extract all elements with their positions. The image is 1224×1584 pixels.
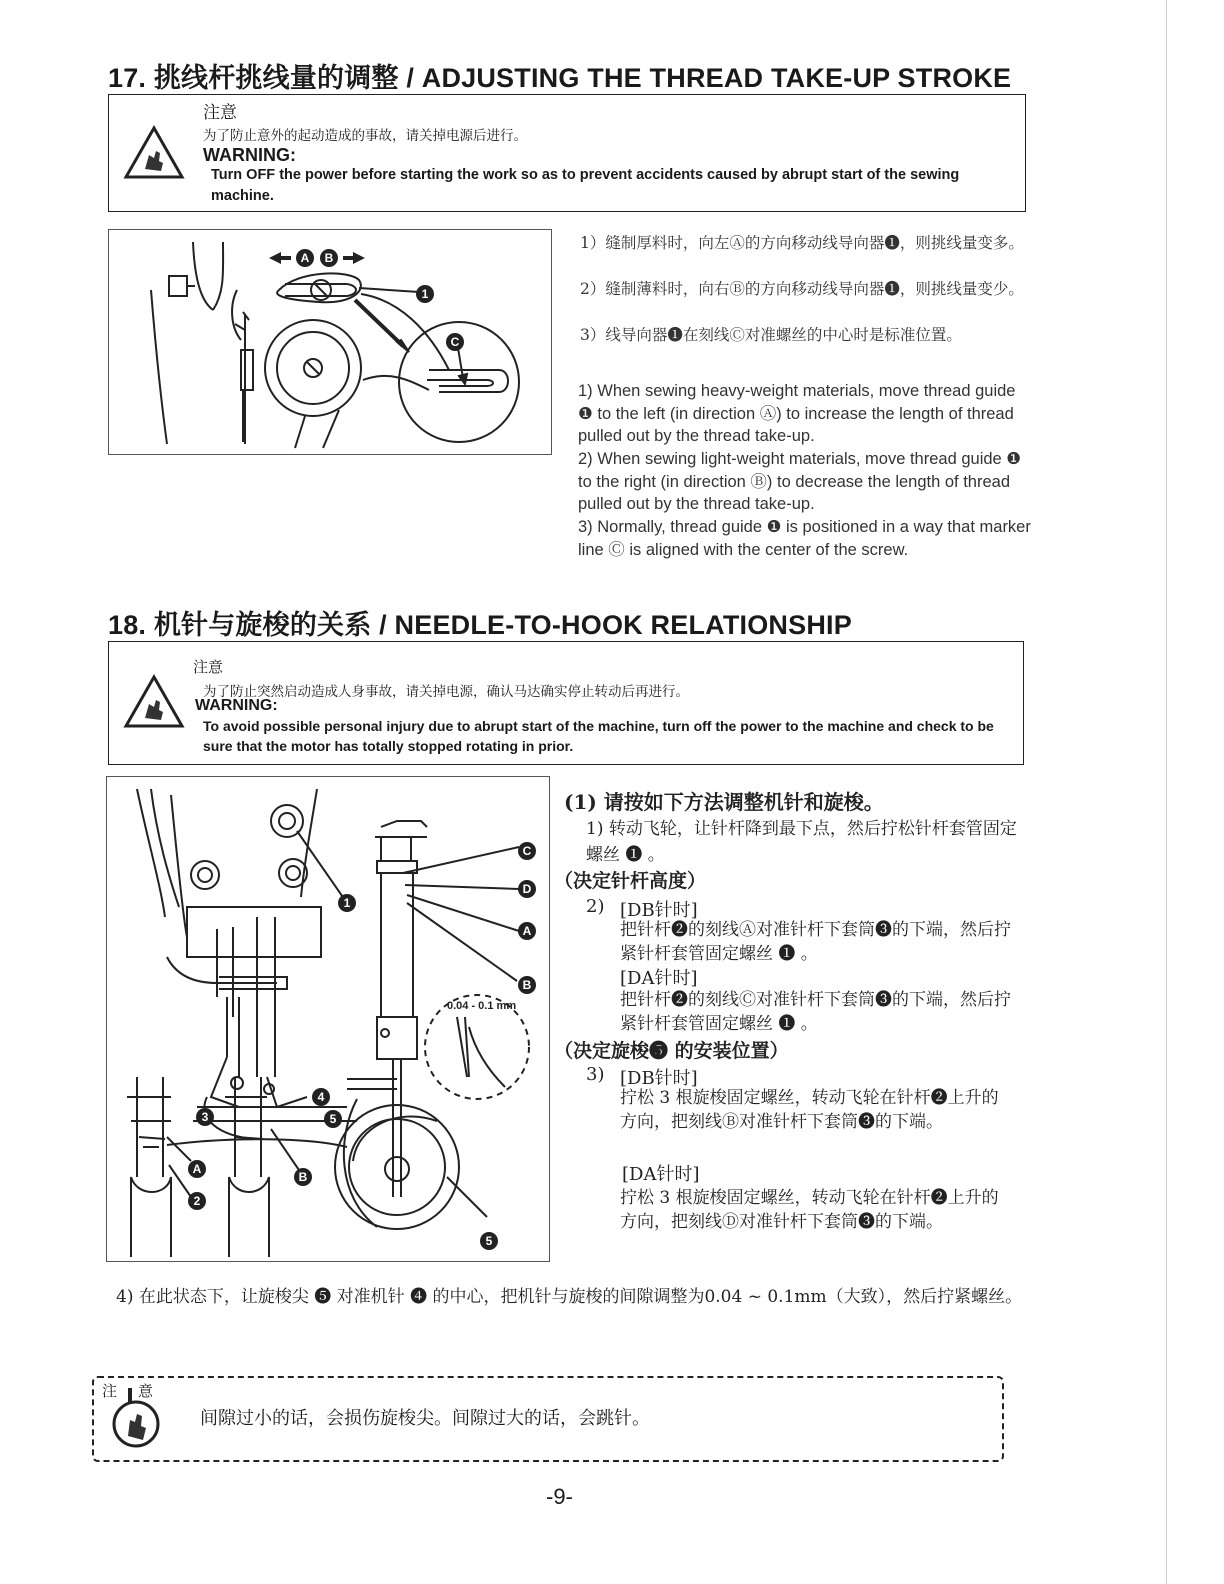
label-a [296, 249, 314, 267]
svg-text:B: B [522, 978, 532, 992]
thread-guide-diagram [109, 230, 551, 454]
subtitle-adjust: (1) 请按如下方法调整机针和旋梭。 [564, 790, 884, 814]
svg-text:5: 5 [485, 1234, 493, 1248]
step-3-da: 拧松 3 根旋梭固定螺丝，转动飞轮在针杆❷上升的方向，把刻线Ⓓ对准针杆下套筒❸的下端。 [620, 1188, 999, 1232]
warning-hand-icon [123, 674, 185, 730]
section-18-warning-box [108, 641, 1024, 765]
warning-en-head: WARNING: [195, 697, 278, 714]
caution-label-right: 意 [138, 1382, 154, 1400]
label-c [518, 842, 536, 860]
label-a [518, 922, 536, 940]
figure-thread-guide [108, 229, 552, 455]
step-3-db: 拧松 3 根旋梭固定螺丝，转动飞轮在针杆❷上升的方向，把刻线Ⓑ对准针杆下套筒❸的下端。 [620, 1088, 999, 1132]
warning-en-text: To avoid possible personal injury due to abrupt start of the machine, turn off the power to the machine and check to be sure that the motor has totally stopped rotating in prior. [203, 718, 994, 754]
svg-text:B: B [298, 1170, 308, 1184]
label-2 [188, 1192, 206, 1210]
step-1: 1) 转动飞轮，让针杆降到最下点，然后拧松针杆套管固定螺丝 ❶ 。 [586, 819, 1017, 865]
db-label-2: [DB针时] [620, 900, 698, 921]
da-label-3: [DA针时] [622, 1164, 700, 1185]
label-d [518, 880, 536, 898]
section-17-warning-box [108, 94, 1026, 212]
step-2-number: 2) [586, 896, 605, 917]
svg-text:B: B [324, 251, 334, 265]
caution-box [92, 1376, 1004, 1462]
label-5-hook [480, 1232, 498, 1250]
label-b [320, 249, 338, 267]
section-18-title: 18. 机针与旋梭的关系 / NEEDLE-TO-HOOK RELATIONSHIP [108, 610, 852, 640]
warning-zh-text: 为了防止突然启动造成人身事故，请关掉电源，确认马达确实停止转动后再进行。 [203, 684, 689, 700]
step-2-db: 把针杆❷的刻线Ⓐ对准针杆下套筒❸的下端，然后拧紧针杆套管固定螺丝 ❶ 。 [620, 920, 1011, 964]
label-a-left [188, 1160, 206, 1178]
section-17-title: 17. 挑线杆挑线量的调整 / ADJUSTING THE THREAD TAKE-UP STROKE [108, 63, 1012, 93]
en-step-3: 3) Normally, thread guide ❶ is positioned in a way that marker line Ⓒ is aligned with the center of the screw. [578, 518, 1031, 559]
svg-text:A: A [300, 251, 310, 265]
label-1 [416, 285, 434, 303]
svg-text:C: C [450, 335, 460, 349]
svg-text:5: 5 [329, 1112, 337, 1126]
svg-text:4: 4 [317, 1090, 325, 1104]
warning-zh-head: 注意 [193, 658, 224, 676]
svg-text:3: 3 [201, 1110, 209, 1124]
page-number: -9- [546, 1484, 573, 1509]
caution-text: 间隙过小的话，会损伤旋梭尖。间隙过大的话，会跳针。 [200, 1408, 650, 1429]
warning-en-text: Turn OFF the power before starting the work so as to prevent accidents caused by abrupt start of the sewing machine. [211, 167, 960, 204]
warning-zh-head: 注意 [203, 103, 237, 123]
svg-text:1: 1 [421, 287, 429, 301]
gap-label: 0.04 - 0.1 mm [447, 1000, 517, 1012]
label-c [446, 333, 464, 351]
heading-hook-position: （决定旋梭❺ 的安装位置） [554, 1040, 789, 1062]
step-3-number: 3) [586, 1064, 605, 1085]
db-label-3: [DB针时] [620, 1068, 698, 1089]
label-5 [324, 1110, 342, 1128]
warning-zh-text: 为了防止意外的起动造成的事故，请关掉电源后进行。 [203, 128, 527, 144]
label-b [518, 976, 536, 994]
figure-needle-hook [106, 776, 550, 1262]
da-label-2: [DA针时] [620, 968, 698, 989]
label-4 [312, 1088, 330, 1106]
caution-label-left: 注 [102, 1382, 118, 1400]
zh-step-1: 1）缝制厚料时，向左Ⓐ的方向移动线导向器❶，则挑线量变多。 [580, 234, 1024, 252]
step-4: 4) 在此状态下，让旋梭尖 ❺ 对准机针 ❹ 的中心，把机针与旋梭的间隙调整为0.04 ~ 0.1mm（大致），然后拧紧螺丝。 [116, 1287, 1023, 1307]
svg-text:1: 1 [343, 896, 351, 910]
needle-hook-diagram [107, 777, 549, 1261]
svg-text:A: A [192, 1162, 202, 1176]
label-3 [196, 1108, 214, 1126]
zh-step-2: 2）缝制薄料时，向右Ⓑ的方向移动线导向器❶，则挑线量变少。 [580, 280, 1024, 298]
zh-step-3: 3）线导向器❶在刻线Ⓒ对准螺丝的中心时是标准位置。 [580, 326, 962, 344]
svg-text:D: D [522, 882, 532, 896]
svg-text:A: A [522, 924, 532, 938]
page-edge-line [1166, 0, 1167, 1584]
en-step-2: 2) When sewing light-weight materials, move thread guide ❶ to the right (in direction Ⓑ) to decrease the length of thread pulled out by the thread take-up. [578, 450, 1022, 513]
label-b-left [294, 1168, 312, 1186]
step-2-da: 把针杆❷的刻线Ⓒ对准针杆下套筒❸的下端，然后拧紧针杆套管固定螺丝 ❶ 。 [620, 990, 1011, 1034]
svg-text:2: 2 [193, 1194, 201, 1208]
heading-needle-height: （决定针杆高度） [554, 870, 707, 892]
svg-text:C: C [522, 844, 532, 858]
label-1 [338, 894, 356, 912]
en-step-1: 1) When sewing heavy-weight materials, move thread guide ❶ to the left (in direction Ⓐ) to increase the length of thread pulled out by the thread take-up. [578, 382, 1016, 445]
warning-hand-icon [123, 125, 185, 181]
warning-en-head: WARNING: [203, 145, 296, 165]
